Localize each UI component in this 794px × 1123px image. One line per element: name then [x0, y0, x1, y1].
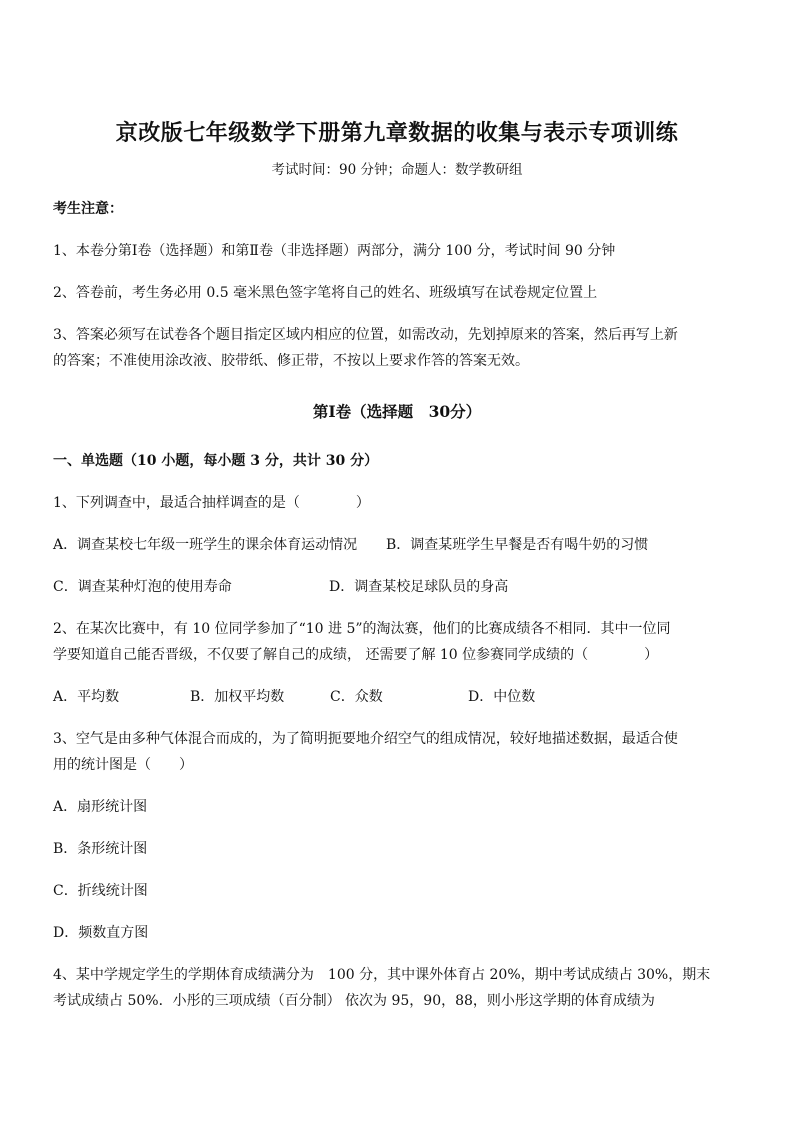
notice-item-2: 2、答卷前，考生务必用 0.5 毫米黑色签字笔将自己的姓名、班级填写在试卷规定位置上 — [53, 285, 598, 301]
notice-item-3-line-2: 的答案；不准使用涂改液、胶带纸、修正带，不按以上要求作答的答案无效。 — [53, 353, 529, 369]
question-3-option-d: D．频数直方图 — [53, 925, 149, 941]
question-1-option-b: B．调查某班学生早餐是否有喝牛奶的习惯 — [386, 537, 649, 553]
question-2-option-c: C．众数 — [330, 689, 383, 705]
question-3-stem-line-2: 用的统计图是（ ） — [53, 757, 193, 773]
question-1-option-a: A．调查某校七年级一班学生的课余体育运动情况 — [53, 537, 358, 553]
notice-heading: 考生注意： — [53, 201, 123, 217]
question-2-stem-line-2: 学要知道自己能否晋级，不仅要了解自己的成绩， 还需要了解 10 位参赛同学成绩的（ ） — [53, 647, 659, 663]
exam-title: 京改版七年级数学下册第九章数据的收集与表示专项训练 — [115, 120, 679, 146]
exam-subtitle: 考试时间：90 分钟；命题人：数学教研组 — [271, 162, 523, 178]
part-heading: 一、单选题（10 小题，每小题 3 分，共计 30 分） — [53, 453, 379, 469]
question-1-option-d: D．调查某校足球队员的身高 — [329, 579, 509, 595]
question-1-stem: 1、下列调查中，最适合抽样调查的是（ ） — [53, 495, 370, 511]
question-3-option-a: A．扇形统计图 — [53, 799, 148, 815]
question-2-option-b: B．加权平均数 — [190, 689, 285, 705]
question-2-option-d: D．中位数 — [468, 689, 536, 705]
question-1-option-c: C．调查某种灯泡的使用寿命 — [53, 579, 232, 595]
question-3-option-b: B．条形统计图 — [53, 841, 148, 857]
section-title: 第Ⅰ卷（选择题 30分） — [312, 402, 482, 421]
notice-item-3-line-1: 3、答案必须写在试卷各个题目指定区域内相应的位置，如需改动，先划掉原来的答案，然后再写上新 — [53, 327, 678, 343]
question-2-option-a: A．平均数 — [53, 689, 120, 705]
question-4-stem-line-1: 4、某中学规定学生的学期体育成绩满分为 100 分，其中课外体育占 20%，期中考试成绩占 30%，期末 — [53, 967, 711, 983]
notice-item-1: 1、本卷分第Ⅰ卷（选择题）和第Ⅱ卷（非选择题）两部分，满分 100 分，考试时间 90 分钟 — [53, 243, 616, 259]
question-3-option-c: C．折线统计图 — [53, 883, 148, 899]
question-3-stem-line-1: 3、空气是由多种气体混合而成的，为了简明扼要地介绍空气的组成情况，较好地描述数据，最适合使 — [53, 731, 678, 747]
question-2-stem-line-1: 2、在某次比赛中，有 10 位同学参加了“10 进 5”的淘汰赛，他们的比赛成绩各不相同．其中一位同 — [53, 621, 671, 637]
question-4-stem-line-2: 考试成绩占 50%．小彤的三项成绩（百分制） 依次为 95，90，88，则小彤这学期的体育成绩为 — [53, 993, 655, 1009]
